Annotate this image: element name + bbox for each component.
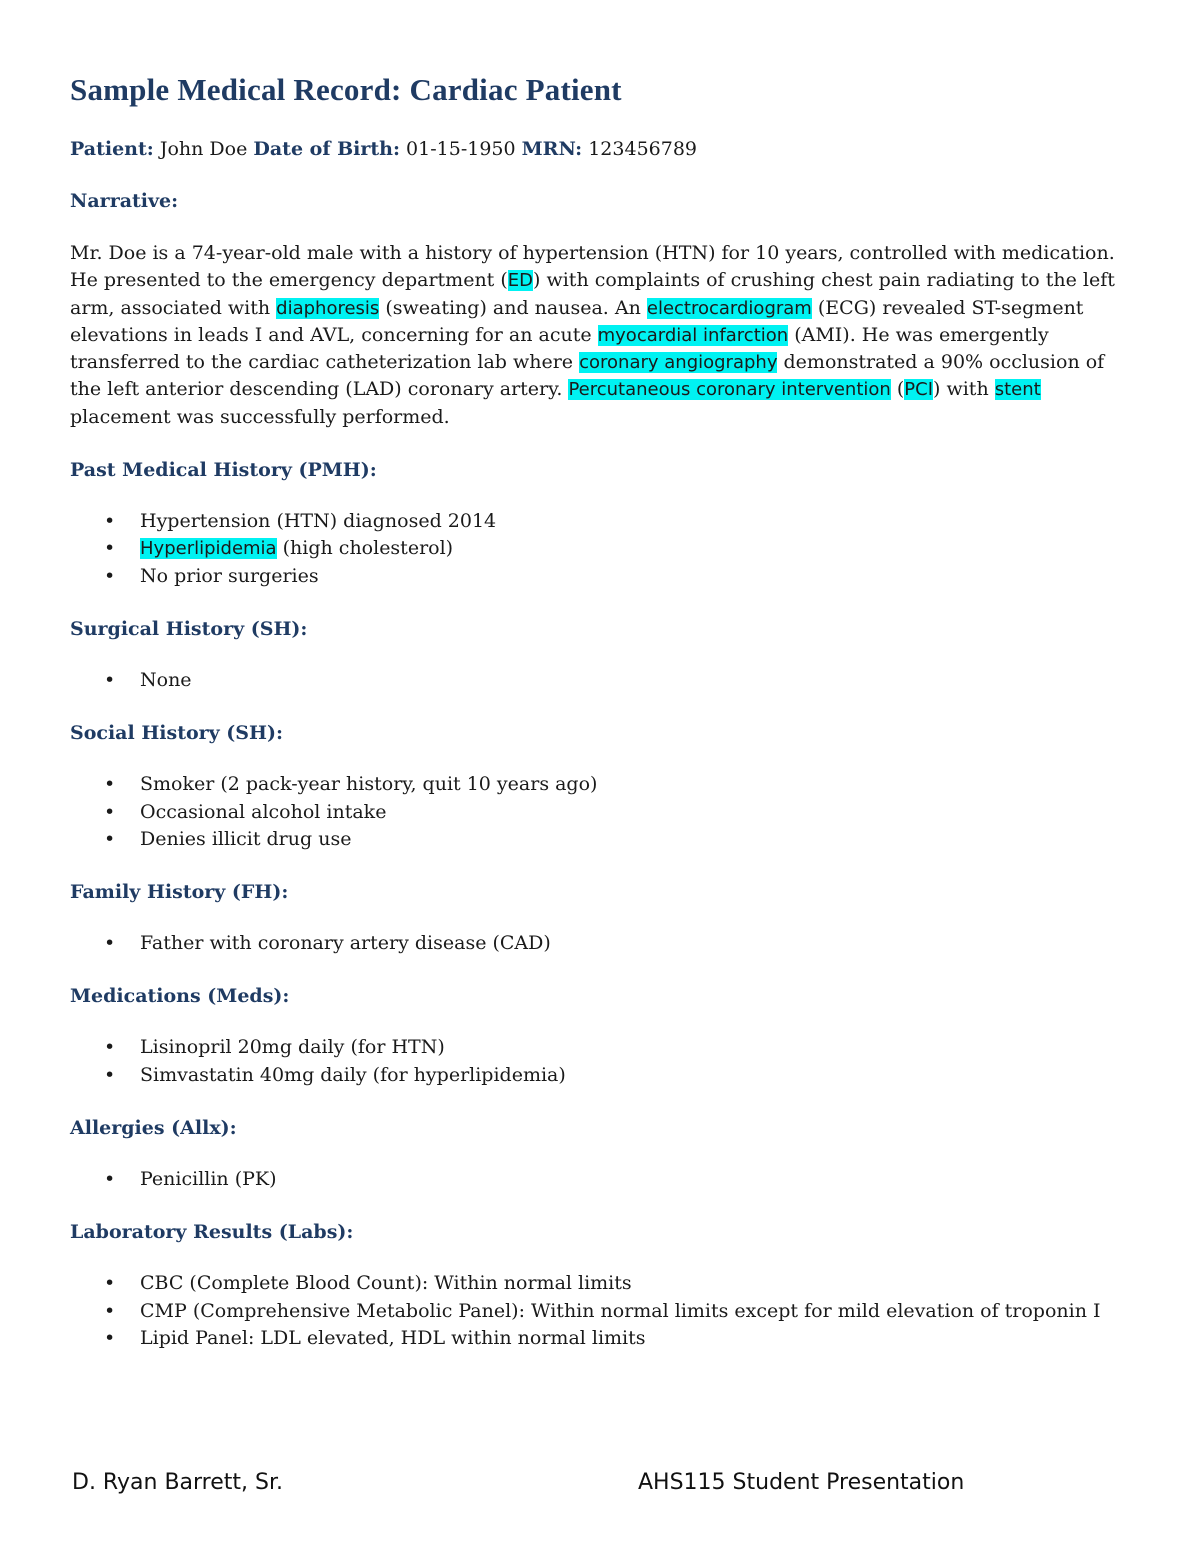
narrative-text: demonstrated a 90% occlusion of the left anterior descending (LAD) coronary artery. [70,351,1105,401]
highlighted-term: ED [507,270,534,292]
list-item-text: Simvastatin 40mg daily (for hyperlipidemia) [140,1063,566,1086]
list-item-text: None [140,668,192,691]
list-item [70,930,1140,957]
section-heading: Allergies (Allx): [70,1117,237,1140]
list-item [70,1325,1140,1352]
list-item-text: Penicillin (PK) [140,1168,277,1191]
highlighted-term: PCI [904,379,934,401]
list-item-text: Lisinopril 20mg daily (for HTN) [140,1036,445,1059]
narrative-text: (sweating) and nausea. An [379,296,647,319]
footer-course: AHS115 Student Presentation [638,1470,965,1495]
bullet-list [70,930,1140,957]
footer-author: D. Ryan Barrett, Sr. [72,1470,283,1495]
patient-name: John Doe [159,138,248,160]
list-item [70,1166,1140,1193]
list-item [70,826,1140,853]
patient-info-line [70,136,1140,162]
page-title: Sample Medical Record: Cardiac Patient [70,72,622,107]
list-item [70,563,1140,590]
list-item-text: Father with coronary artery disease (CAD) [140,932,551,955]
mrn-label: MRN: [521,138,583,160]
highlighted-term: stent [994,379,1041,401]
list-item [70,667,1140,694]
list-item-text: Lipid Panel: LDL elevated, HDL within normal limits [140,1326,646,1349]
list-item [70,771,1140,798]
highlighted-term: myocardial infarction [597,324,789,346]
list-item-text: Denies illicit drug use [140,827,352,850]
dob-value: 01-15-1950 [406,138,516,160]
section-laboratory-results-labs [70,1221,1140,1352]
section-social-history-sh [70,722,1140,853]
list-item [70,535,1140,562]
list-item-text: (high cholesterol) [276,537,454,560]
narrative-paragraph [70,240,1140,431]
list-item-text: Hypertension (HTN) diagnosed 2014 [140,510,497,533]
list-item [70,1270,1140,1297]
bullet-list [70,667,1140,694]
narrative-heading: Narrative: [70,190,179,212]
section-heading: Medications (Meds): [70,985,290,1008]
section-past-medical-history-pmh [70,459,1140,590]
narrative-text: (AMI). He was emergently transferred to the cardiac catheterization lab where [70,323,1049,374]
section-heading: Past Medical History (PMH): [70,459,377,482]
section-heading: Family History (FH): [70,881,289,904]
list-item [70,799,1140,826]
bullet-list [70,771,1140,853]
list-item-text: Smoker (2 pack-year history, quit 10 years ago) [140,773,598,796]
record-sections [70,459,1140,1352]
narrative-text: placement was successfully performed. [70,405,450,428]
highlighted-term: coronary angiography [579,352,778,374]
section-allergies-allx [70,1117,1140,1193]
bullet-list [70,1270,1140,1352]
narrative-text: (ECG) revealed ST-segment elevations in leads I and AVL, concerning for an acute [70,296,1084,346]
list-item [70,1034,1140,1061]
narrative-text: ( [890,378,905,401]
bullet-list [70,508,1140,590]
section-heading: Laboratory Results (Labs): [70,1221,354,1244]
mrn-value: 123456789 [588,138,698,160]
highlighted-term: Percutaneous coronary intervention [568,379,891,401]
highlighted-term: Hyperlipidemia [140,538,277,560]
section-heading: Surgical History (SH): [70,617,308,640]
list-item [70,1298,1140,1325]
dob-label: Date of Birth: [253,138,400,160]
list-item-text: Occasional alcohol intake [140,800,387,823]
section-medications-meds [70,985,1140,1089]
narrative-text: ) with [933,378,995,401]
list-item [70,1062,1140,1089]
section-heading: Social History (SH): [70,722,283,745]
bullet-list [70,1166,1140,1193]
narrative-text: ) with complaints of crushing chest pain radiating to the left arm, associated with [70,269,1115,319]
document-page [70,72,1140,1352]
list-item-text: CMP (Comprehensive Metabolic Panel): Within normal limits except for mild elevation of troponin I [140,1299,1101,1322]
highlighted-term: diaphoresis [276,297,380,319]
section-surgical-history-sh [70,618,1140,694]
list-item [70,508,1140,535]
section-family-history-fh [70,881,1140,957]
highlighted-term: electrocardiogram [646,297,812,319]
patient-label: Patient: [70,138,154,160]
list-item-text: CBC (Complete Blood Count): Within normal limits [140,1272,632,1295]
bullet-list [70,1034,1140,1089]
list-item-text: No prior surgeries [140,564,319,587]
narrative-text: Mr. Doe is a 74-year-old male with a history of hypertension (HTN) for 10 years, controlled with medication. He presented to the emergency department ( [70,242,1115,292]
